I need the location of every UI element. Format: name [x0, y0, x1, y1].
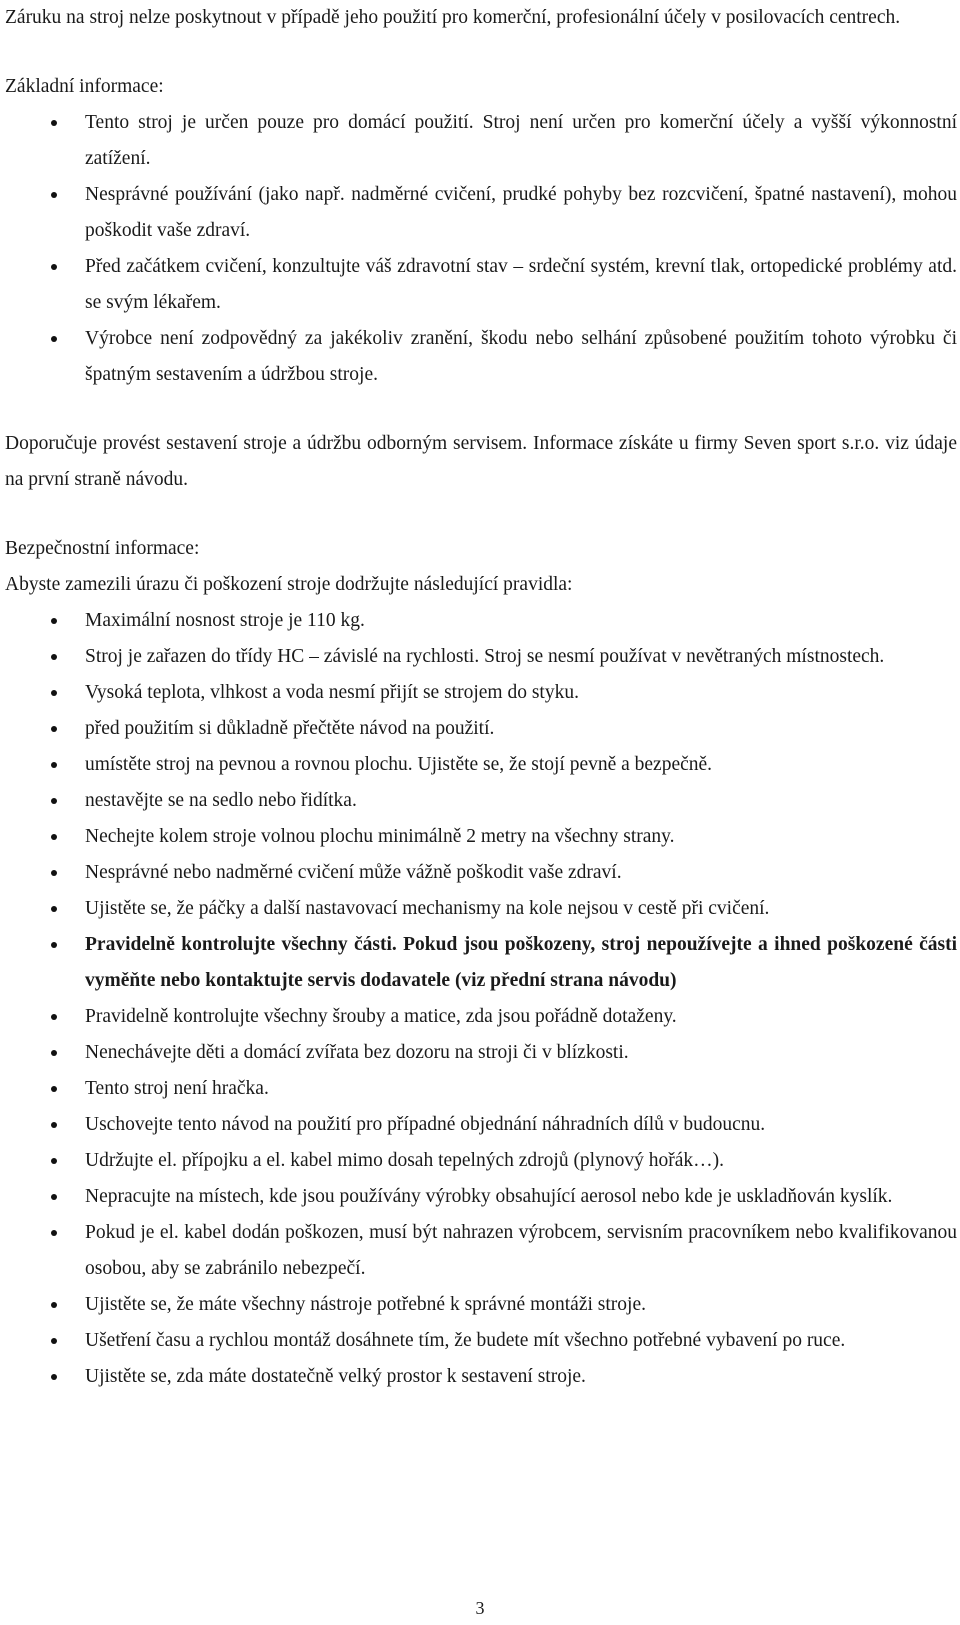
list-item: Před začátkem cvičení, konzultujte váš zdravotní stav – srdeční systém, krevní tlak, ortopedické problémy atd. se svým lékařem.: [5, 249, 957, 321]
bullet-icon: [51, 1086, 57, 1092]
bullet-icon: [51, 690, 57, 696]
bullet-icon: [51, 942, 57, 948]
bullet-icon: [51, 1014, 57, 1020]
bullet-icon: [51, 762, 57, 768]
safety-info-heading: Bezpečnostní informace:: [5, 538, 200, 559]
bullet-icon: [51, 1122, 57, 1128]
bullet-icon: [51, 120, 57, 126]
list-item: Pokud je el. kabel dodán poškozen, musí být nahrazen výrobcem, servisním pracovníkem nebo kvalifikovanou osobou, aby se zabránilo nebezpečí.: [5, 1215, 957, 1287]
list-item: Nenechávejte děti a domácí zvířata bez dozoru na stroji či v blízkosti.: [5, 1035, 957, 1071]
spacer: [5, 36, 957, 69]
list-item: Uschovejte tento návod na použití pro případné objednání náhradních dílů v budoucnu.: [5, 1107, 957, 1143]
bullet-icon: [51, 906, 57, 912]
list-item: Výrobce není zodpovědný za jakékoliv zranění, škodu nebo selhání způsobené použitím tohoto výrobku či špatným sestavením a údržbou stroje.: [5, 321, 957, 393]
basic-info-heading: Základní informace:: [5, 76, 164, 97]
bullet-icon: [51, 336, 57, 342]
list-item: Pravidelně kontrolujte všechny šrouby a matice, zda jsou pořádně dotaženy.: [5, 999, 957, 1035]
list-item: Nesprávné používání (jako např. nadměrné cvičení, prudké pohyby bez rozcvičení, špatné nastavení), mohou poškodit vaše zdraví.: [5, 177, 957, 249]
list-item: před použitím si důkladně přečtěte návod na použití.: [5, 711, 957, 747]
bullet-icon: [51, 1338, 57, 1344]
list-item: Ujistěte se, že máte všechny nástroje potřebné k správné montáži stroje.: [5, 1287, 957, 1323]
list-item: Udržujte el. přípojku a el. kabel mimo dosah tepelných zdrojů (plynový hořák…).: [5, 1143, 957, 1179]
spacer: [5, 393, 957, 426]
list-item: nestavějte se na sedlo nebo řidítka.: [5, 783, 957, 819]
bullet-icon: [51, 1302, 57, 1308]
bullet-icon: [51, 834, 57, 840]
list-item: Ušetření času a rychlou montáž dosáhnete tím, že budete mít všechno potřebné vybavení po ruce.: [5, 1323, 957, 1359]
list-item: Maximální nosnost stroje je 110 kg.: [5, 603, 957, 639]
list-item: Nesprávné nebo nadměrné cvičení může vážně poškodit vaše zdraví.: [5, 855, 957, 891]
list-item: umístěte stroj na pevnou a rovnou plochu. Ujistěte se, že stojí pevně a bezpečně.: [5, 747, 957, 783]
spacer: [5, 498, 957, 531]
safety-lead: Abyste zamezili úrazu či poškození stroje dodržujte následující pravidla:: [5, 574, 573, 595]
bullet-icon: [51, 1374, 57, 1380]
list-item: Ujistěte se, že páčky a další nastavovací mechanismy na kole nejsou v cestě při cvičení.: [5, 891, 957, 927]
bullet-icon: [51, 870, 57, 876]
bullet-icon: [51, 726, 57, 732]
bullet-icon: [51, 618, 57, 624]
list-item: Nechejte kolem stroje volnou plochu minimálně 2 metry na všechny strany.: [5, 819, 957, 855]
recommendation-paragraph: Doporučuje provést sestavení stroje a údržbu odborným servisem. Informace získáte u firmy Seven sport s.r.o. viz údaje na první straně návodu.: [5, 433, 957, 490]
bullet-icon: [51, 1158, 57, 1164]
bullet-icon: [51, 798, 57, 804]
bullet-icon: [51, 1050, 57, 1056]
list-item-emphasized: Pravidelně kontrolujte všechny části. Pokud jsou poškozeny, stroj nepoužívejte a ihned poškozené části vyměňte nebo kontaktujte servis dodavatele (viz přední strana návodu): [5, 927, 957, 999]
bullet-icon: [51, 192, 57, 198]
list-item: Vysoká teplota, vlhkost a voda nesmí přijít se strojem do styku.: [5, 675, 957, 711]
warranty-paragraph: Záruku na stroj nelze poskytnout v případě jeho použití pro komerční, profesionální účely v posilovacích centrech.: [5, 7, 901, 28]
list-item: Tento stroj je určen pouze pro domácí použití. Stroj není určen pro komerční účely a vyšší výkonnostní zatížení.: [5, 105, 957, 177]
basic-info-list: [5, 105, 957, 393]
list-item: Stroj je zařazen do třídy HC – závislé na rychlosti. Stroj se nesmí používat v nevětraných místnostech.: [5, 639, 957, 675]
bullet-icon: [51, 1194, 57, 1200]
page-number: 3: [475, 1598, 485, 1618]
bullet-icon: [51, 264, 57, 270]
list-item: Tento stroj není hračka.: [5, 1071, 957, 1107]
safety-info-list: [5, 603, 957, 1395]
bullet-icon: [51, 1230, 57, 1236]
list-item: Nepracujte na místech, kde jsou používány výrobky obsahující aerosol nebo kde je uskladňován kyslík.: [5, 1179, 957, 1215]
list-item: Ujistěte se, zda máte dostatečně velký prostor k sestavení stroje.: [5, 1359, 957, 1395]
bullet-icon: [51, 654, 57, 660]
document-page: [5, 0, 957, 1395]
